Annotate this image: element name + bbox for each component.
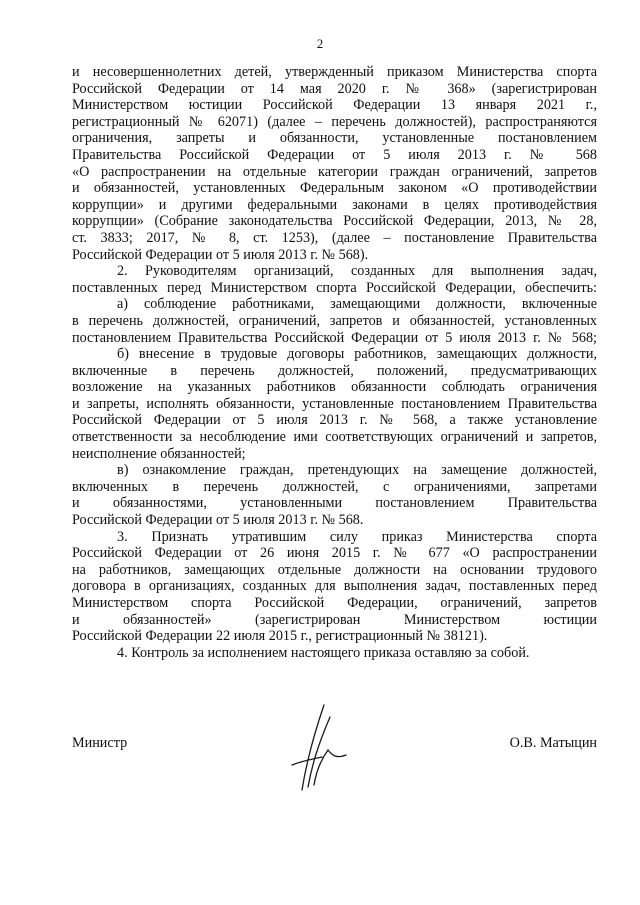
page-number: 2 [316, 36, 324, 51]
text-line: коррупции» (Собрание законодательства Российской Федерации, 2013, № 28, [72, 213, 597, 230]
text-line: 3. Признать утратившим силу приказ Министерства спорта [117, 528, 597, 545]
text-line: и несовершеннолетних детей, утвержденный приказом Министерства спорта [72, 64, 597, 80]
text-line: неисполнение обязанностей; [72, 445, 246, 462]
signatory-title: Министр [72, 735, 128, 751]
text-line: Российской Федерации от 14 мая 2020 г. № 368» (зарегистрирован [72, 80, 597, 97]
text-line: регистрационный № 62071) (далее – перечень должностей), распространяются [72, 113, 597, 130]
signatory-name: О.В. Матыцин [509, 735, 597, 751]
text-line: в перечень должностей, ограничений, запретов и обязанностей, установленных [72, 312, 597, 329]
text-line: поставленных перед Министерством спорта Российской Федерации, обеспечить: [72, 279, 597, 296]
text-line: а) соблюдение работниками, замещающими должности, включенные [117, 296, 597, 313]
text-line: б) внесение в трудовые договоры работников, замещающих должности, [117, 346, 597, 363]
document-body [72, 64, 597, 661]
text-line: на работников, замещающих отдельные должности на основании трудового [72, 561, 597, 578]
text-line: и обязанностями, установленными постановлением Правительства [72, 495, 597, 512]
text-line: коррупции» и другими федеральными законами в целях противодействия [72, 196, 597, 213]
text-line: «О распространении на отдельные категории граждан ограничений, запретов [72, 163, 597, 180]
text-line: в) ознакомление граждан, претендующих на замещение должностей, [117, 462, 597, 479]
text-line: Правительства Российской Федерации от 5 июля 2013 г. № 568 [72, 146, 597, 163]
text-line: и запреты, исполнять обязанности, установленные постановлением Правительства [72, 395, 597, 412]
text-line: 2. Руководителям организаций, созданных для выполнения задач, [117, 263, 597, 280]
text-line: ответственности за несоблюдение ими соответствующих ограничений и запретов, [72, 429, 597, 446]
text-line: ст. 3833; 2017, № 8, ст. 1253), (далее – постановление Правительства [72, 229, 597, 246]
text-line: Российской Федерации 22 июля 2015 г., регистрационный № 38121). [72, 628, 488, 645]
text-line: и обязанностей, установленных Федеральным законом «О противодействии [72, 180, 597, 197]
text-line: и обязанностей» (зарегистрирован Министерством юстиции [72, 611, 597, 628]
handwritten-signature [272, 695, 352, 795]
text-line: включенные в перечень должностей, положений, предусматривающих [72, 362, 597, 379]
text-line: возложение на указанных работников обязанности соблюдать ограничения [72, 379, 597, 396]
text-line: ограничения, запреты и обязанности, установленные постановлением [72, 130, 597, 147]
text-line: Российской Федерации от 5 июля 2013 г. № 568). [72, 246, 369, 263]
text-line: включенных в перечень должностей, с ограничениями, запретами [72, 478, 597, 495]
text-line: Российской Федерации от 26 июня 2015 г. № 677 «О распространении [72, 545, 597, 562]
text-line: договора в организациях, созданных для выполнения задач, поставленных перед [72, 578, 597, 595]
text-line: Министерством юстиции Российской Федерации 13 января 2021 г., [72, 97, 597, 114]
text-line: постановлением Правительства Российской Федерации от 5 июля 2013 г. № 568; [72, 329, 597, 346]
text-line: Министерством спорта Российской Федерации, ограничений, запретов [72, 595, 597, 611]
text-line: Российской Федерации от 5 июля 2013 г. № 568, а также установление [72, 412, 597, 429]
text-line: Российской Федерации от 5 июля 2013 г. № 568. [72, 512, 364, 529]
signature-block [72, 735, 597, 795]
text-line: 4. Контроль за исполнением настоящего приказа оставляю за собой. [117, 644, 530, 661]
